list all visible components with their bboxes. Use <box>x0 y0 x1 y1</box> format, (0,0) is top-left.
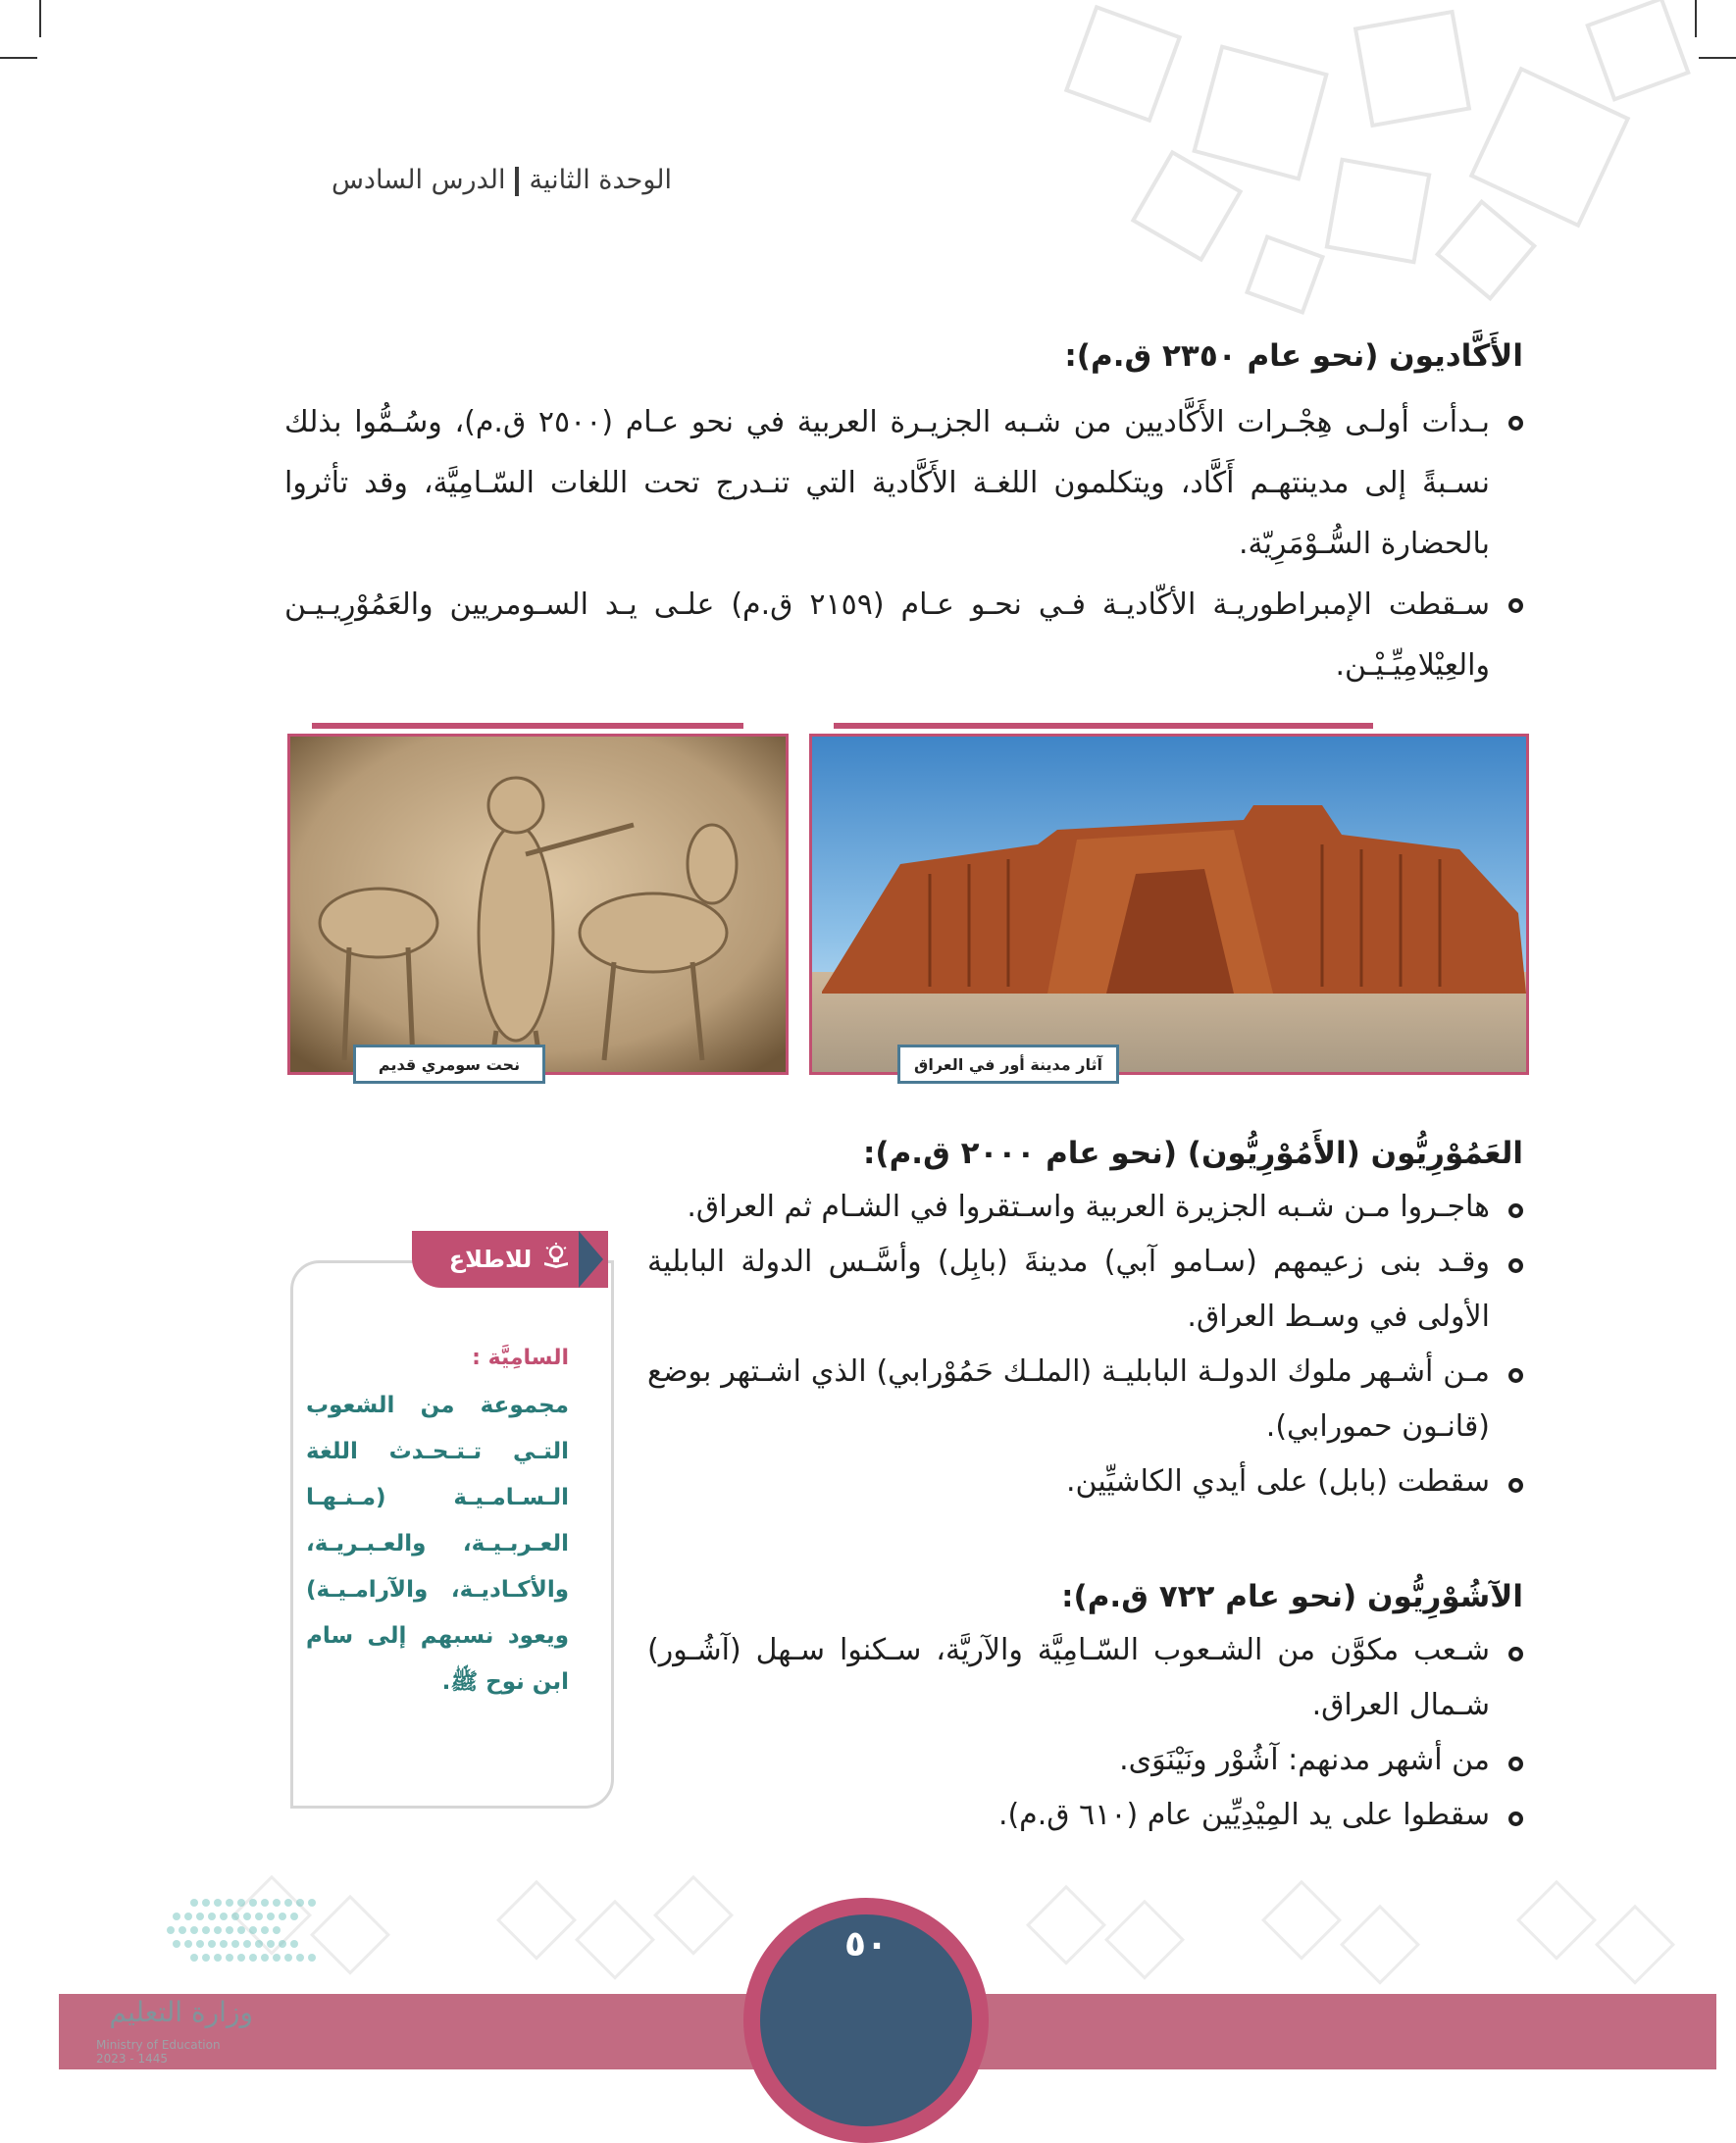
crop-mark <box>0 57 37 59</box>
amorites-bullet-4: سقطت (بابل) على أيدي الكاشيِّين. <box>647 1454 1523 1509</box>
ministry-subtitle: Ministry of Education 2023 - 1445 <box>96 2038 221 2066</box>
amorites-bullet-2: وقـد بنى زعيمهم (سـامو آبي) مدينةَ (بابِل) وأسَّـس الدولة البابلية الأولى في وسـط العراق. <box>647 1235 1523 1345</box>
amorites-bullet-1: هاجـروا مـن شـبه الجزيرة العربية واسـتقروا في الشـام ثم العراق. <box>647 1180 1523 1235</box>
assyrians-title: الآشُوْرِيُّون (نحو عام ٧٢٢ ق.م): <box>1061 1579 1523 1614</box>
ziggurat-photo <box>812 737 1526 1072</box>
assyrians-bullet-1: شـعب مكوَّن من الشـعوب السّـامِيَّة والآريَّة، سـكنوا سـهل (آشُـور) شـمال العراق. <box>647 1623 1523 1733</box>
lightbulb-book-icon <box>541 1242 571 1277</box>
header-separator <box>515 167 519 196</box>
sidebox-definition: مجموعة من الشعوب التـي تـتـحـدث اللغة الـسـامـيـة (مـنـهـا العـربـيـة، والعـبـريـة، والأكـاديـة، والآرامـيـة) ويعود نسبهم إلى سام ابن نوح ﷺ. <box>306 1393 569 1695</box>
crop-mark <box>1695 0 1697 37</box>
sidebox-term: السامِيَّة : <box>472 1346 569 1370</box>
akkadians-bullet-2: سـقطت الإمبراطوريـة الأكّاديـة فـي نحـو عـام (٢١٥٩ ق.م) علـى يـد السـومريين والعَمُوْرِيـيـن والعِيْلامِيِّـيْـن. <box>284 575 1523 696</box>
sidebox-tab-arrow <box>579 1231 618 1288</box>
page-header <box>332 165 672 196</box>
crop-mark <box>39 0 41 37</box>
crop-mark <box>1699 57 1736 59</box>
relief-photo <box>290 737 786 1072</box>
amorites-bullet-3: مـن أشـهر ملوك الدولـة البابليـة (الملـك حَمُوْرابي) الذي اشـتهر بوضع (قانـون حمورابي). <box>647 1345 1523 1454</box>
lesson-label: الدرس السادس <box>331 165 506 195</box>
assyrians-bullet-3: سقطوا على يد المِيْدِيِّين عام (٦١٠ ق.م). <box>647 1788 1523 1843</box>
akkadians-list <box>284 392 1523 696</box>
akkadians-bullet-1: بـدأت أولـى هِجْـرات الأَكَّاديين من شـبه الجزيـرة العربية في نحو عـام (٢٥٠٠ ق.م)، وسُـمُّوا بذلك نسـبةً إلى مدينتهـم أَكَّاد، ويتكلمون اللغـة الأَكَّادية التي تنـدرج تحت اللغات السّـامِيَّة، وقد تأثروا بالحضارة السُّـوْمَرِيّة. <box>284 392 1523 575</box>
amorites-title: العَمُوْرِيُّون (الأَمُوْرِيُّون) (نحو عام ٢٠٠٠ ق.م): <box>863 1136 1523 1171</box>
ur-ruins-image <box>809 734 1529 1075</box>
ur-ruins-caption: آثار مدينة أور في العراق <box>897 1045 1119 1084</box>
assyrians-bullet-2: من أشهر مدنهم: آشُوْر ونَيْنَوَى. <box>647 1733 1523 1788</box>
amorites-list <box>647 1180 1523 1509</box>
sumerian-relief-image <box>287 734 789 1075</box>
unit-label: الوحدة الثانية <box>529 165 672 195</box>
page-number: ٥٠ <box>844 1924 888 1964</box>
sumerian-relief-caption: نحت سومري قديم <box>353 1045 545 1084</box>
ministry-name: وزارة التعليم <box>109 1996 253 2028</box>
assyrians-list <box>647 1623 1523 1843</box>
akkadians-title: الأَكَّاديون (نحو عام ٢٣٥٠ ق.م): <box>1064 338 1523 374</box>
sidebox-tab-label: للاطلاع <box>448 1246 533 1273</box>
